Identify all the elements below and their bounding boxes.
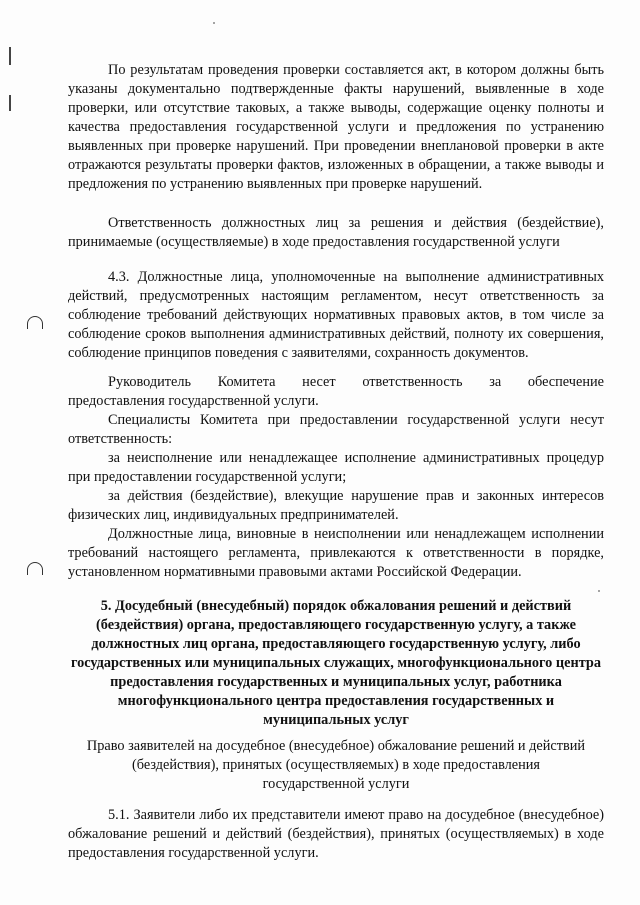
hole-punch-mark-2 (27, 562, 43, 575)
paragraph-head-line (68, 373, 604, 392)
word: обеспечение (527, 374, 604, 390)
margin-mark-1 (9, 47, 11, 65)
word: несет (302, 374, 336, 390)
word: Комитета (217, 374, 276, 390)
paragraph-act-results: По результатам проведения проверки составляется акт, в котором должны быть указаны документально подтвержденные факты нарушений, выявленные в ходе проверки, или отсутствие таковых, а также выводы, содержащие оценку полноты и качества предоставления государственной услуги и предложения по устранению выявленных при проверке нарушений. При проведении внеплановой проверки в акте отражаются результаты проверки фактов, изложенных в обращении, а также выводы и предложения по устранению выявленных при проверке нарушений. (68, 62, 604, 192)
paragraph-officials-liable: Должностные лица, виновные в неисполнении или ненадлежащем исполнении требований настоящего регламента, привлекаются к ответственности в порядке, установленном нормативными правовыми актами Российской Федерации. (68, 526, 604, 580)
paragraph-specialists: Специалисты Комитета при предоставлении государственной услуги несут ответственность: (68, 412, 604, 447)
word: за (489, 374, 502, 390)
speck-2 (598, 590, 600, 592)
paragraph-head-rest: предоставления государственной услуги. (68, 393, 319, 409)
hole-punch-mark-1 (27, 316, 43, 329)
word: ответственность (362, 374, 463, 390)
paragraph-responsibility-title: Ответственность должностных лиц за решения и действия (бездействие), принимаемые (осуществляемые) в ходе предоставления государственной услуги (68, 215, 604, 250)
section-5-subheading: Право заявителей на досудебное (внесудебное) обжалование решений и действий (бездействия), принятых (осуществляемых) в ходе предоставления государственной услуги (86, 738, 586, 792)
paragraph-nonfulfilment: за неисполнение или ненадлежащее исполнение административных процедур при предоставлении государственной услуги; (68, 450, 604, 485)
speck-1 (213, 22, 215, 24)
margin-mark-2 (9, 95, 11, 111)
word: Руководитель (108, 374, 192, 390)
section-5-heading: 5. Досудебный (внесудебный) порядок обжалования решений и действий (бездействия) органа, предоставляющего государственную услугу, а также должностных лиц органа, предоставляющего государственную услугу, либо государственных или муниципальных служащих, многофункционального центра предоставления государственных и муниципальных услуг, работника многофункционального центра предоставления государственных и муниципальных услуг (70, 598, 602, 728)
paragraph-4-3: 4.3. Должностные лица, уполномоченные на выполнение административных действий, предусмотренных настоящим регламентом, несут ответственность за соблюдение требований действующих нормативных правовых актов, в том числе за соблюдение сроков выполнения административных действий, полноту их совершения, соблюдение принципов поведения с заявителями, сохранность документов. (68, 269, 604, 361)
paragraph-5-1: 5.1. Заявители либо их представители имеют право на досудебное (внесудебное) обжалование решений и действий (бездействия), принятых (осуществляемых) в ходе предоставления государственной услуги. (68, 807, 604, 861)
paragraph-actions: за действия (бездействие), влекущие нарушение прав и законных интересов физических лиц, индивидуальных предпринимателей. (68, 488, 604, 523)
